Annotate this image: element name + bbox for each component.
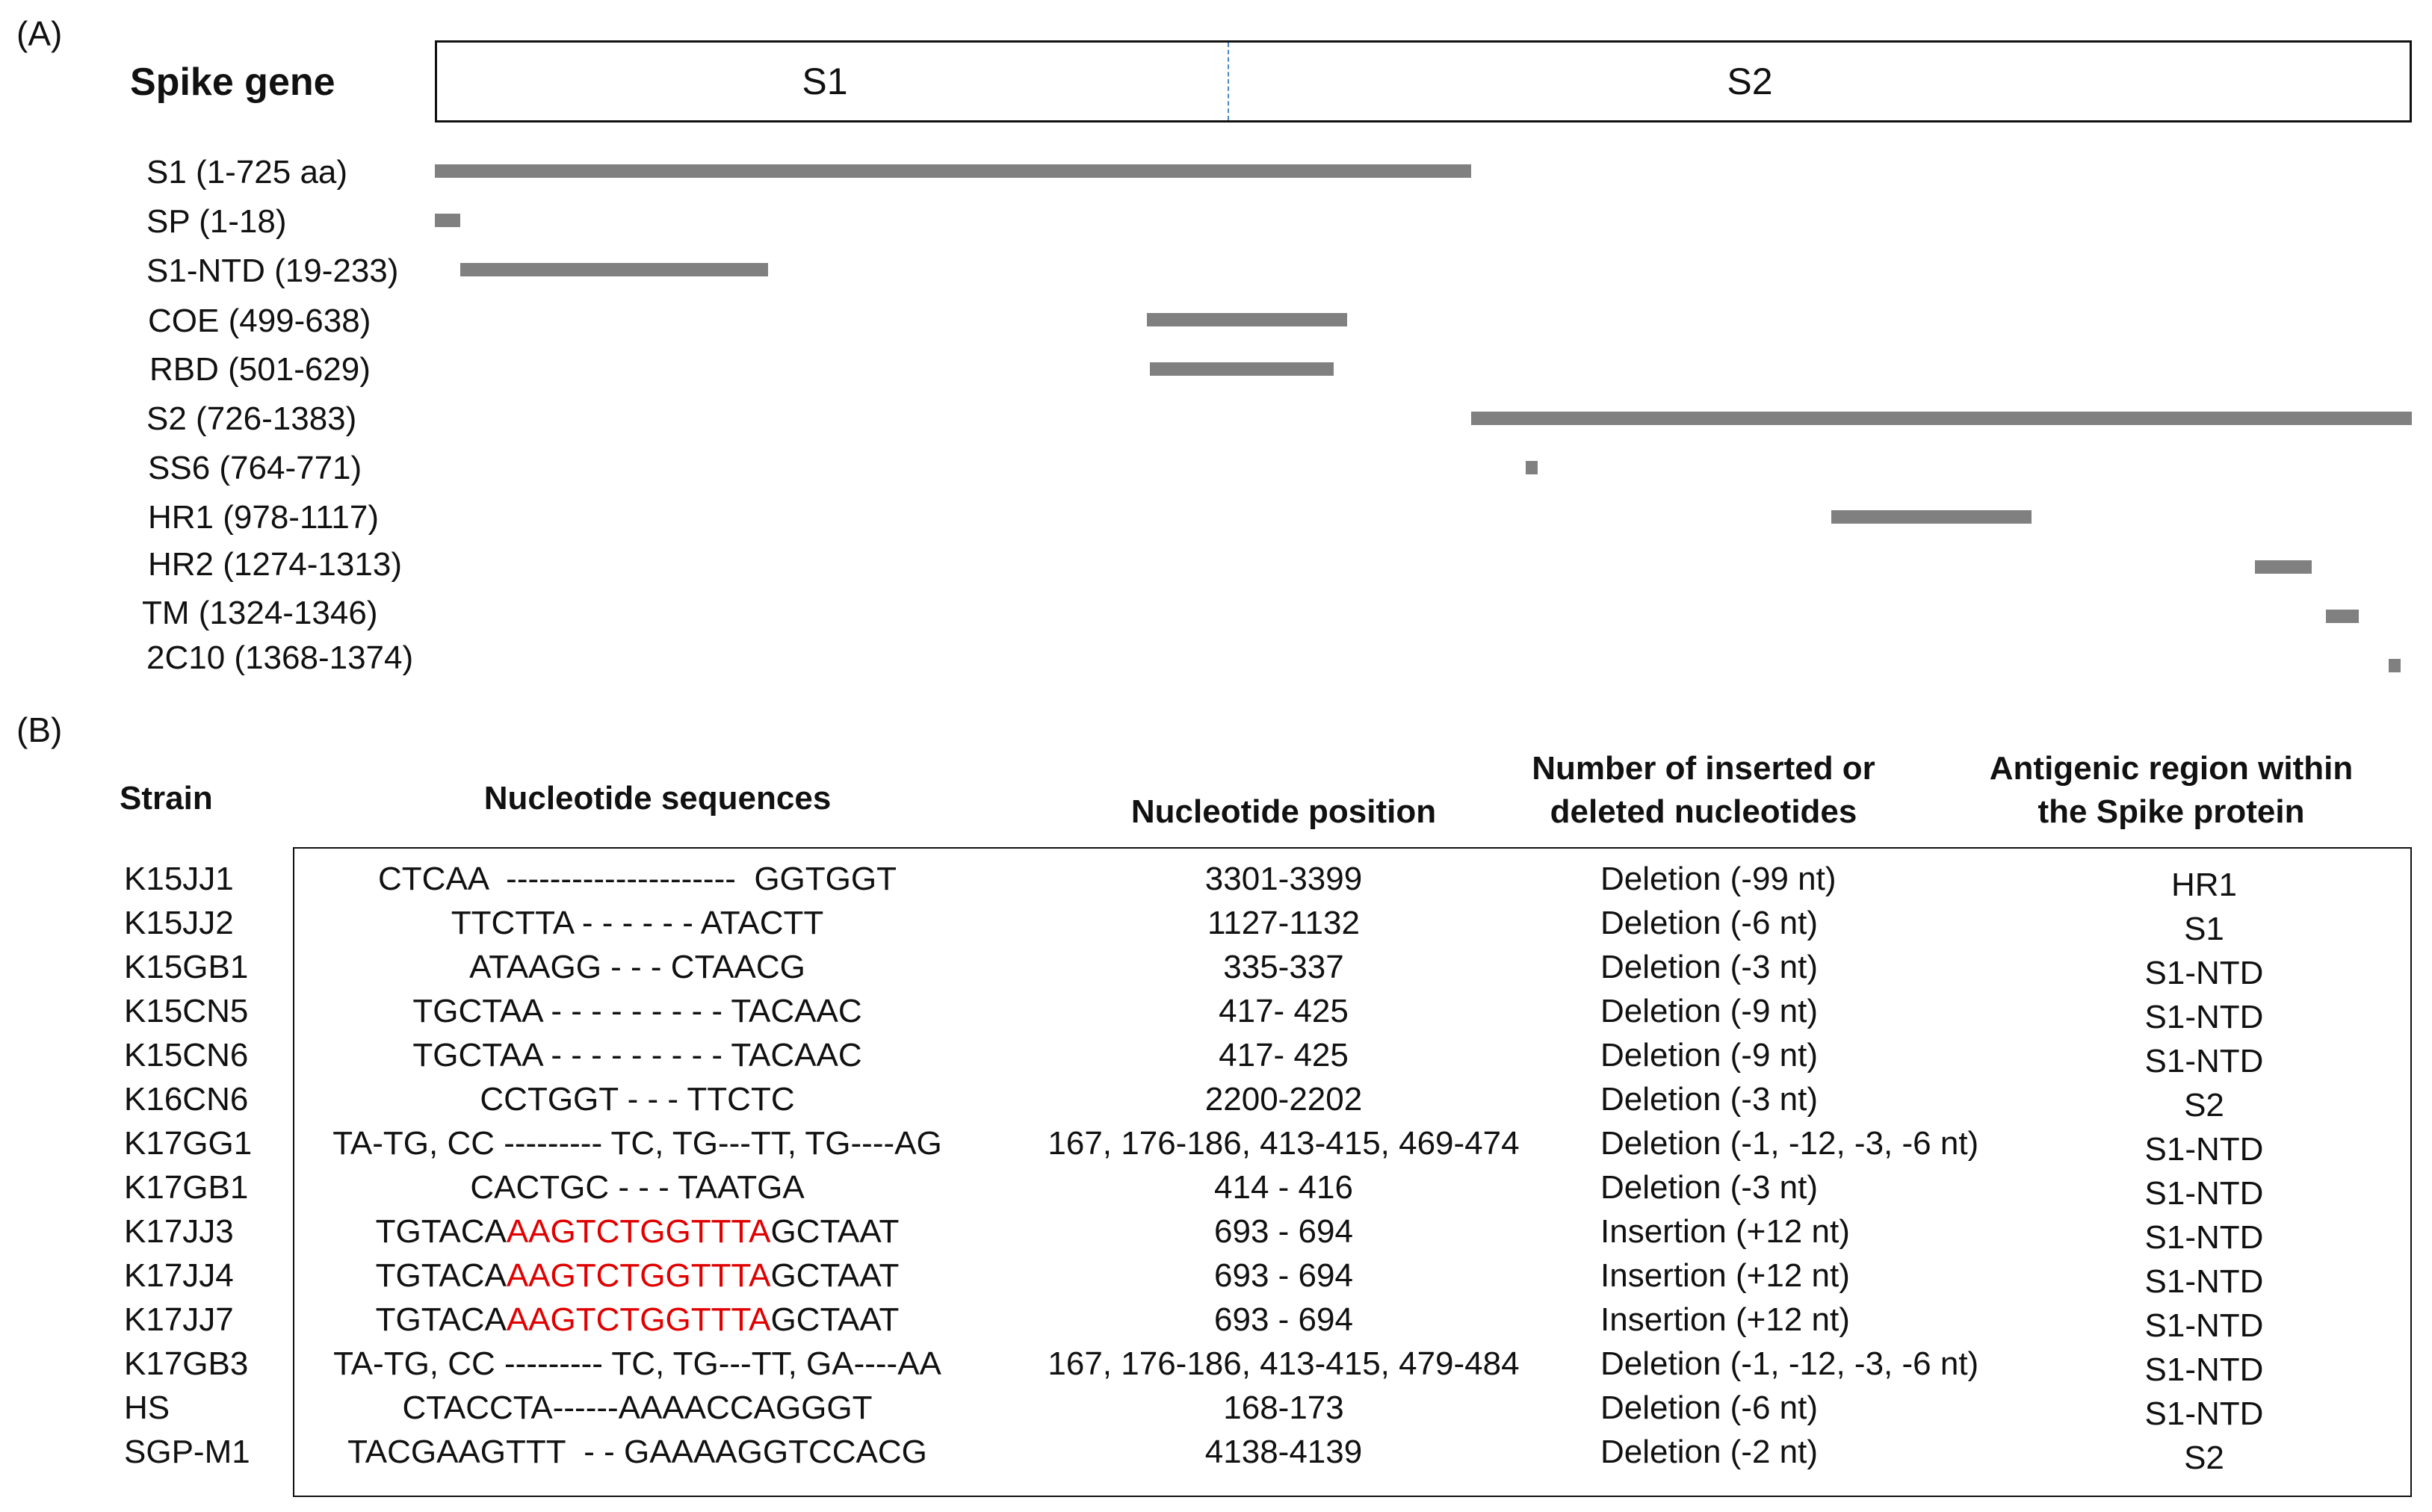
region-bar-tm (2326, 610, 2359, 623)
sequence-part: GCTAAT (770, 1301, 900, 1338)
table-cell-sequence (347, 1434, 927, 1471)
sequence-part: GCTAAT (770, 1213, 900, 1250)
table-cell-strain: K17JJ3 (124, 1213, 234, 1250)
table-cell-sequence (480, 1081, 794, 1118)
table-cell-change: Deletion (-1, -12, -3, -6 nt) (1600, 1345, 1979, 1382)
table-cell-position: 693 - 694 (1214, 1301, 1353, 1338)
table-cell-position: 168-173 (1223, 1389, 1344, 1426)
segment-label-s1: S1 (802, 61, 848, 102)
table-cell-region: S1-NTD (2144, 999, 2264, 1035)
header-region-line2: the Spike protein (2038, 793, 2305, 830)
table-cell-change: Deletion (-9 nt) (1600, 993, 1819, 1029)
table-cell-region: S1-NTD (2144, 1395, 2264, 1432)
s1-s2-divider (1228, 43, 1229, 120)
table-cell-sequence (412, 1037, 861, 1074)
table-cell-strain: SGP-M1 (124, 1434, 250, 1470)
sequence-part: CTACCTA------AAAACCAGGGT (402, 1389, 873, 1426)
region-bar-s1 (435, 164, 1471, 178)
region-bar-ss6 (1526, 461, 1538, 474)
sequence-part: TA-TG, CC --------- TC, TG---TT, TG----AG (332, 1125, 942, 1162)
region-bar-coe (1147, 313, 1347, 326)
inserted-sequence: AAGTCTGGTTTA (506, 1213, 771, 1250)
table-cell-position: 414 - 416 (1214, 1169, 1353, 1206)
table-cell-strain: HS (124, 1389, 170, 1426)
table-cell-change: Deletion (-99 nt) (1600, 861, 1837, 897)
sequence-part: ATAAGG - - - CTAACG (469, 949, 805, 985)
table-cell-region: S1-NTD (2144, 1307, 2264, 1344)
table-cell-position: 2200-2202 (1204, 1081, 1363, 1118)
table-cell-change: Deletion (-3 nt) (1600, 1081, 1819, 1118)
region-label-sp: SP (1-18) (146, 203, 287, 240)
spike-gene-title: Spike gene (130, 61, 335, 104)
table-cell-sequence (469, 949, 805, 986)
region-label-s1: S1 (1-725 aa) (146, 154, 348, 190)
region-label-2c10: 2C10 (1368-1374) (146, 639, 414, 676)
table-cell-position: 335-337 (1223, 949, 1344, 985)
region-label-ss6: SS6 (764-771) (148, 450, 362, 486)
header-region-line1: Antigenic region within (1989, 750, 2354, 787)
table-cell-region: S1-NTD (2144, 955, 2264, 991)
segment-label-s2: S2 (1727, 61, 1773, 102)
table-cell-change: Deletion (-3 nt) (1600, 1169, 1819, 1206)
region-label-hr1: HR1 (978-1117) (148, 499, 379, 536)
sequence-part: CCTGGT - - - TTCTC (480, 1081, 795, 1118)
header-number-line1: Number of inserted or (1532, 750, 1875, 787)
region-label-s2: S2 (726-1383) (146, 400, 357, 437)
table-cell-position: 693 - 694 (1214, 1213, 1353, 1250)
sequence-part: TACGAAGTTT - - GAAAAGGTCCACG (347, 1434, 927, 1470)
spike-gene-box (435, 40, 2412, 123)
region-bar-hr1 (1831, 510, 2032, 524)
panel-b-label: (B) (16, 710, 63, 749)
table-cell-sequence (403, 1389, 873, 1427)
sequence-part: CTCAA --------------------- GGTGGT (378, 861, 897, 897)
table-cell-change: Deletion (-9 nt) (1600, 1037, 1819, 1073)
table-cell-position: 3301-3399 (1204, 861, 1363, 897)
table-cell-change: Deletion (-3 nt) (1600, 949, 1819, 985)
table-cell-strain: K15CN5 (124, 993, 249, 1029)
table-cell-sequence (332, 1125, 941, 1162)
table-cell-strain: K17GB3 (124, 1345, 249, 1382)
table-cell-strain: K17JJ4 (124, 1257, 234, 1294)
table-cell-change: Insertion (+12 nt) (1600, 1301, 1850, 1338)
table-cell-position: 417- 425 (1219, 1037, 1349, 1073)
header-position: Nucleotide position (1130, 793, 1437, 830)
table-cell-sequence (412, 993, 861, 1030)
sequence-part: TGTACA (375, 1257, 507, 1294)
table-cell-change: Deletion (-6 nt) (1600, 905, 1819, 941)
table-cell-change: Deletion (-1, -12, -3, -6 nt) (1600, 1125, 1979, 1162)
panel-a-label: (A) (16, 14, 63, 53)
sequence-part: TGCTAA - - - - - - - - - TACAAC (412, 1037, 862, 1073)
table-cell-region: S1-NTD (2144, 1131, 2264, 1168)
sequence-part: GCTAAT (770, 1257, 900, 1294)
table-cell-region: S1-NTD (2144, 1219, 2264, 1256)
region-bar-s1-ntd (460, 263, 767, 276)
table-cell-strain: K15JJ2 (124, 905, 234, 941)
region-bar-s2 (1471, 412, 2412, 425)
table-cell-region: S1-NTD (2144, 1263, 2264, 1300)
table-cell-sequence (451, 905, 824, 942)
table-cell-region: S2 (2184, 1440, 2224, 1476)
region-label-s1-ntd: S1-NTD (19-233) (146, 252, 399, 289)
table-cell-position: 167, 176-186, 413-415, 479-484 (1048, 1345, 1520, 1382)
table-cell-strain: K15GB1 (124, 949, 249, 985)
table-cell-sequence (333, 1345, 941, 1383)
table-cell-sequence (376, 1213, 900, 1251)
region-label-hr2: HR2 (1274-1313) (148, 546, 402, 583)
table-cell-sequence (470, 1169, 804, 1206)
inserted-sequence: AAGTCTGGTTTA (506, 1257, 771, 1294)
table-cell-strain: K15JJ1 (124, 861, 234, 897)
table-cell-position: 1127-1132 (1207, 905, 1360, 941)
region-bar-2c10 (2389, 659, 2401, 672)
region-label-rbd: RBD (501-629) (149, 351, 371, 388)
table-cell-strain: K17JJ7 (124, 1301, 234, 1338)
table-cell-sequence (376, 1301, 900, 1339)
sequence-part: TGTACA (375, 1301, 507, 1338)
table-cell-region: S1-NTD (2144, 1351, 2264, 1388)
table-cell-position: 4138-4139 (1204, 1434, 1363, 1470)
table-cell-region: S1 (2184, 911, 2224, 947)
sequence-part: TGCTAA - - - - - - - - - TACAAC (412, 993, 862, 1029)
table-cell-change: Deletion (-2 nt) (1600, 1434, 1819, 1470)
region-bar-hr2 (2255, 560, 2312, 574)
region-bar-sp (435, 214, 460, 227)
table-cell-sequence (378, 861, 897, 898)
table-cell-strain: K17GG1 (124, 1125, 253, 1162)
table-cell-sequence (376, 1257, 900, 1295)
region-label-coe: COE (499-638) (148, 303, 371, 339)
table-cell-change: Insertion (+12 nt) (1600, 1213, 1850, 1250)
table-cell-position: 693 - 694 (1214, 1257, 1353, 1294)
sequence-part: CACTGC - - - TAATGA (470, 1169, 805, 1206)
table-cell-position: 417- 425 (1219, 993, 1349, 1029)
sequence-part: TA-TG, CC --------- TC, TG---TT, GA----AA (333, 1345, 941, 1382)
table-cell-strain: K15CN6 (124, 1037, 249, 1073)
table-cell-change: Deletion (-6 nt) (1600, 1389, 1819, 1426)
table-cell-region: HR1 (2170, 867, 2238, 903)
table-cell-region: S1-NTD (2144, 1175, 2264, 1212)
table-cell-region: S2 (2184, 1087, 2224, 1124)
inserted-sequence: AAGTCTGGTTTA (506, 1301, 771, 1338)
region-bar-rbd (1150, 362, 1334, 376)
header-number-line2: deleted nucleotides (1550, 793, 1857, 830)
sequence-part: TGTACA (375, 1213, 507, 1250)
table-cell-strain: K17GB1 (124, 1169, 249, 1206)
table-cell-change: Insertion (+12 nt) (1600, 1257, 1850, 1294)
table-cell-position: 167, 176-186, 413-415, 469-474 (1048, 1125, 1520, 1162)
region-label-tm: TM (1324-1346) (142, 595, 378, 631)
sequence-part: TTCTTA - - - - - - ATACTT (451, 905, 824, 941)
table-cell-region: S1-NTD (2144, 1043, 2264, 1079)
table-cell-strain: K16CN6 (124, 1081, 249, 1118)
header-strain: Strain (120, 780, 213, 817)
header-sequence: Nucleotide sequences (483, 780, 832, 817)
